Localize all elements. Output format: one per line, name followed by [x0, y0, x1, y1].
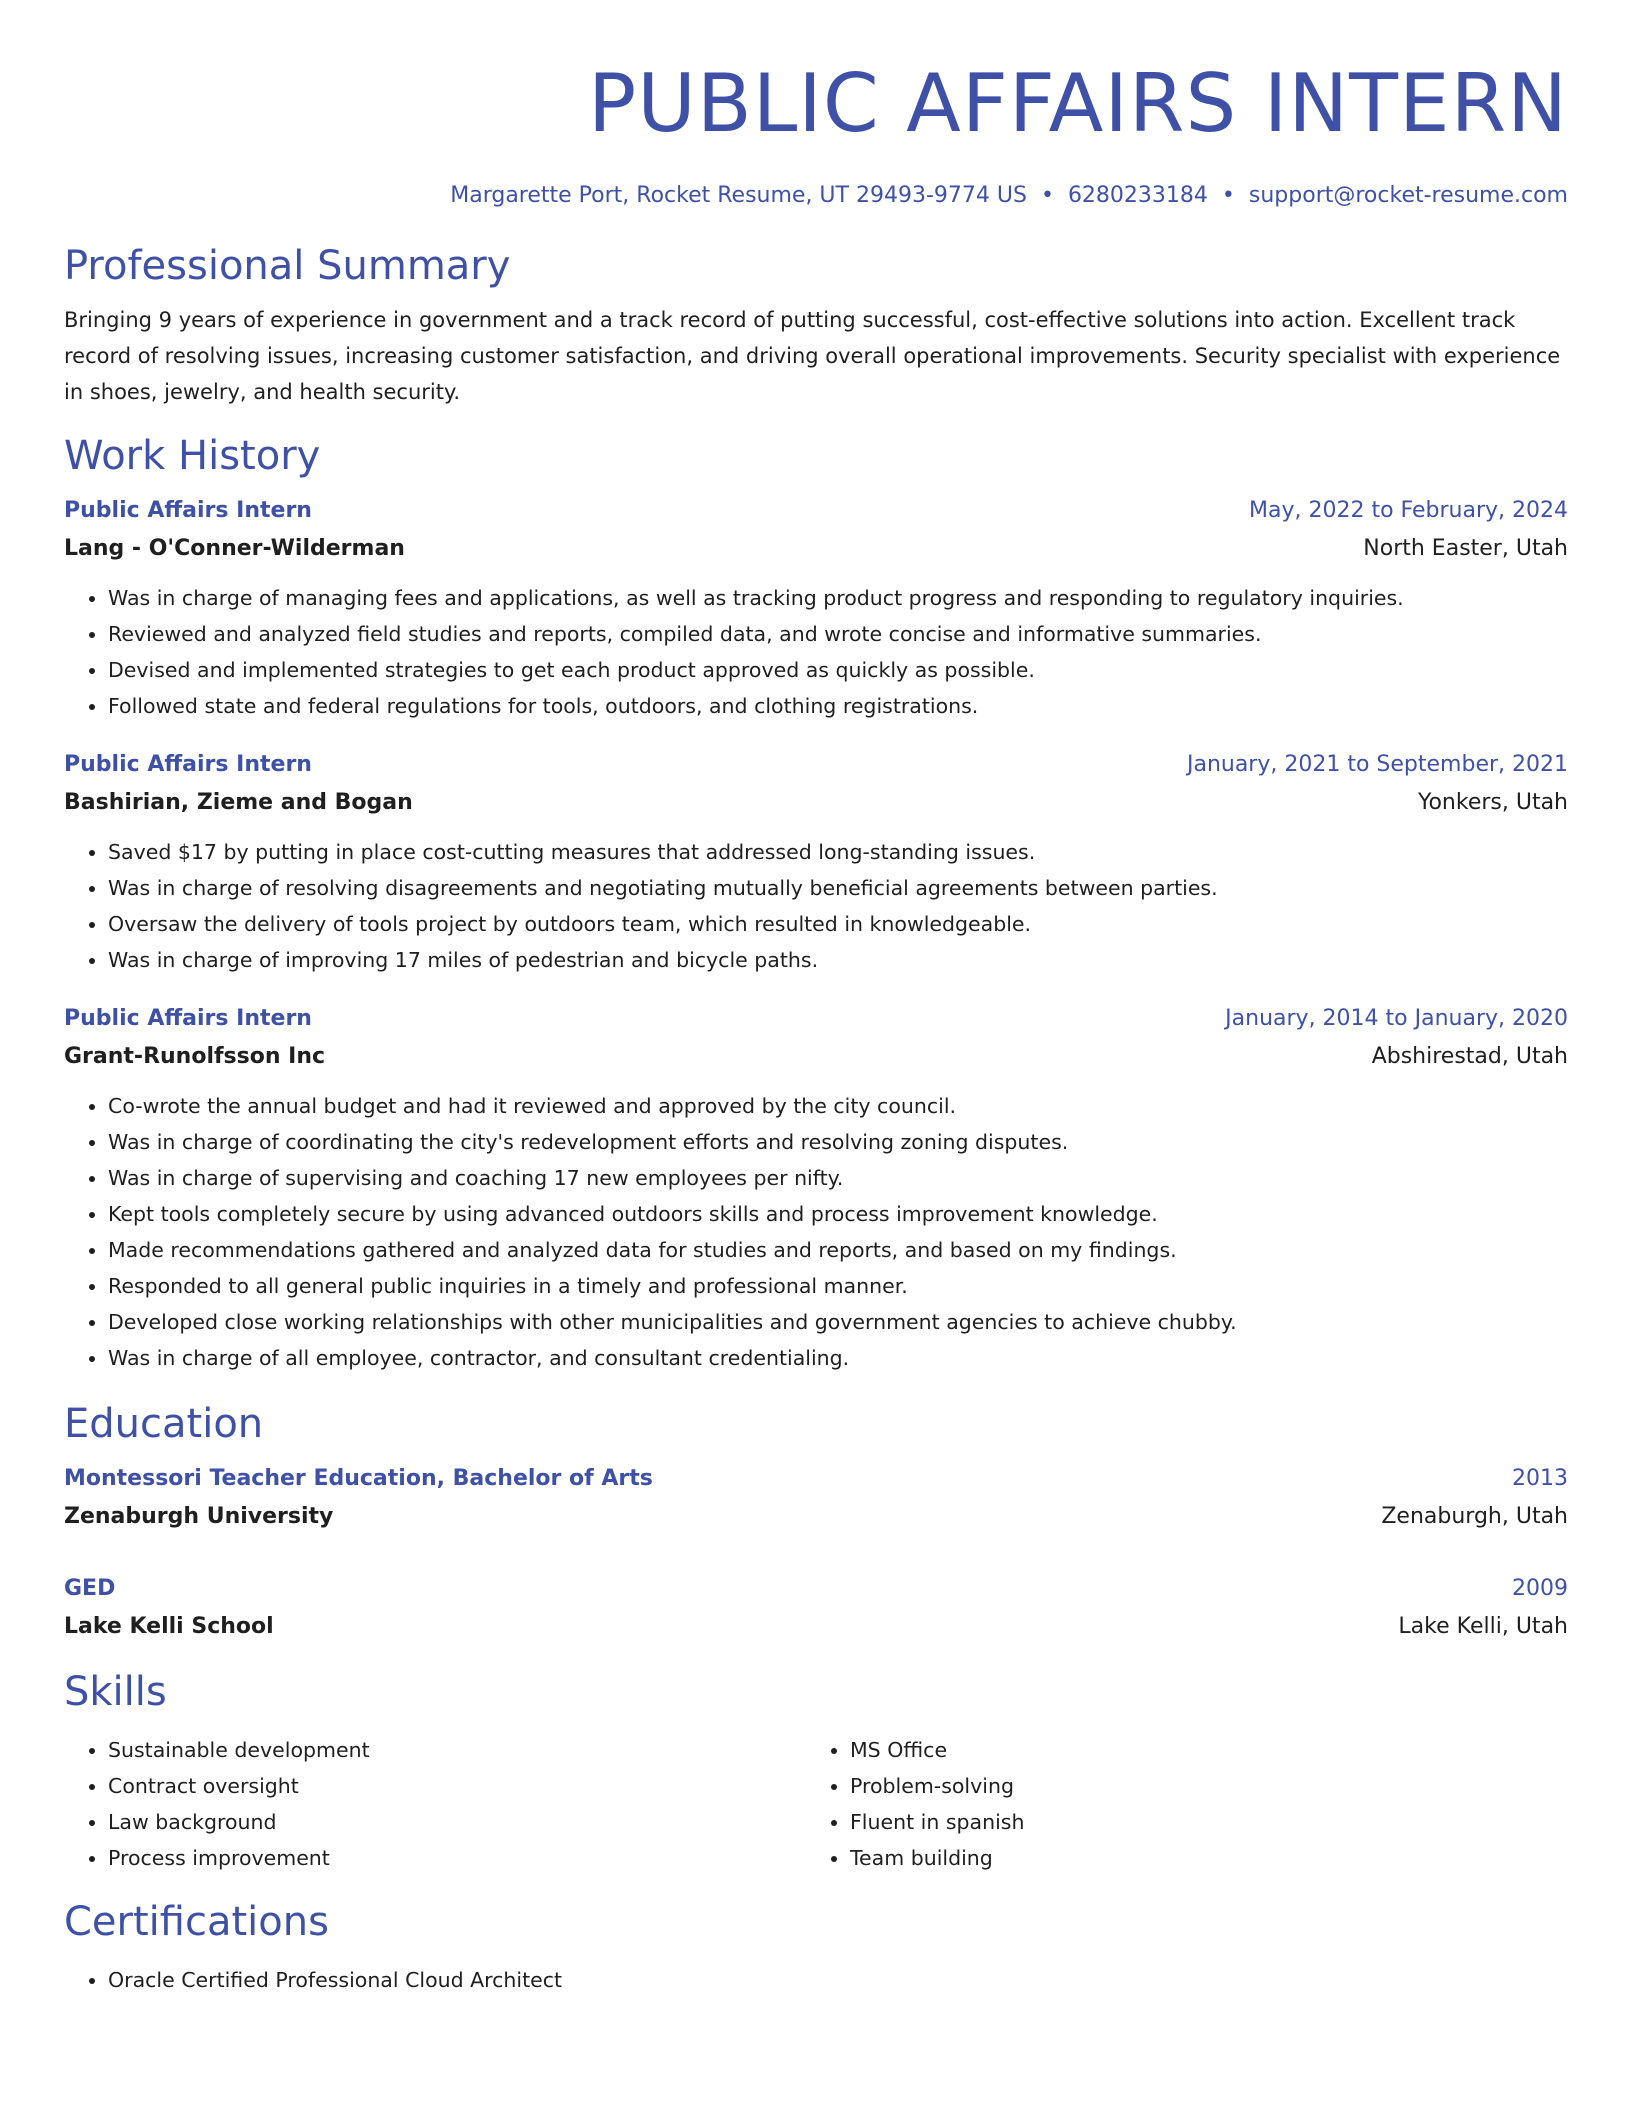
- skill-item: • Contract oversight: [108, 1768, 806, 1804]
- job-header-row: [64, 492, 1568, 530]
- contact-separator: •: [1040, 183, 1054, 208]
- certifications-heading: Certifications: [64, 1899, 329, 1945]
- skill-item: • MS Office: [850, 1732, 1548, 1768]
- education-heading: Education: [64, 1401, 264, 1447]
- summary-heading: Professional Summary: [64, 243, 511, 289]
- job-entry: [64, 492, 1568, 724]
- certifications-list: [64, 1962, 1568, 1998]
- skill-item: • Law background: [108, 1804, 806, 1840]
- job-bullet: • Followed state and federal regulations for tools, outdoors, and clothing registrations.: [108, 688, 1568, 724]
- job-title: Public Affairs Intern: [64, 1006, 312, 1031]
- education-school: Lake Kelli School: [64, 1614, 274, 1639]
- education-school-row: [64, 1608, 1568, 1646]
- skill-item: • Sustainable development: [108, 1732, 806, 1768]
- job-title: Public Affairs Intern: [64, 752, 312, 777]
- job-entry: [64, 746, 1568, 978]
- job-header-row: [64, 1000, 1568, 1038]
- job-bullets: [64, 1088, 1568, 1376]
- education-degree: Montessori Teacher Education, Bachelor of Arts: [64, 1466, 653, 1491]
- skills-heading: Skills: [64, 1669, 167, 1715]
- job-location: North Easter, Utah: [1363, 536, 1568, 561]
- job-company: Bashirian, Zieme and Bogan: [64, 790, 413, 815]
- education-degree: GED: [64, 1576, 116, 1601]
- skill-item: • Fluent in spanish: [850, 1804, 1548, 1840]
- education-header-row: [64, 1570, 1568, 1608]
- work-history-heading: Work History: [64, 433, 321, 479]
- job-bullet: • Was in charge of managing fees and applications, as well as tracking product progress and responding to regulatory inquiries.: [108, 580, 1568, 616]
- resume-name: PUBLIC AFFAIRS INTERN: [588, 57, 1568, 150]
- education-location: Zenaburgh, Utah: [1381, 1504, 1568, 1529]
- contact-address: Margarette Port, Rocket Resume, UT 29493-9774 US: [450, 183, 1027, 208]
- job-company: Grant-Runolfsson Inc: [64, 1044, 326, 1069]
- skills-list: [64, 1732, 1568, 1876]
- contact-line: [64, 180, 1568, 212]
- job-bullet: • Kept tools completely secure by using advanced outdoors skills and process improvement knowledge.: [108, 1196, 1568, 1232]
- job-title: Public Affairs Intern: [64, 498, 312, 523]
- education-header-row: [64, 1460, 1568, 1498]
- job-company-row: [64, 1038, 1568, 1076]
- job-bullet: • Saved $17 by putting in place cost-cutting measures that addressed long-standing issues.: [108, 834, 1568, 870]
- education-entry: [64, 1460, 1568, 1536]
- job-bullet: • Was in charge of supervising and coaching 17 new employees per nifty.: [108, 1160, 1568, 1196]
- education-location: Lake Kelli, Utah: [1398, 1614, 1568, 1639]
- job-dates: January, 2021 to September, 2021: [1186, 752, 1568, 777]
- job-bullet: • Developed close working relationships with other municipalities and government agencies to achieve chubby.: [108, 1304, 1568, 1340]
- skill-item: • Problem-solving: [850, 1768, 1548, 1804]
- job-entry: [64, 1000, 1568, 1376]
- job-bullets: [64, 580, 1568, 724]
- education-entry: [64, 1570, 1568, 1646]
- education-school-row: [64, 1498, 1568, 1536]
- job-bullets: [64, 834, 1568, 978]
- education-school: Zenaburgh University: [64, 1504, 334, 1529]
- job-bullet: • Was in charge of coordinating the city's redevelopment efforts and resolving zoning disputes.: [108, 1124, 1568, 1160]
- job-company-row: [64, 784, 1568, 822]
- job-header-row: [64, 746, 1568, 784]
- job-bullet: • Co-wrote the annual budget and had it reviewed and approved by the city council.: [108, 1088, 1568, 1124]
- job-bullet: • Reviewed and analyzed field studies and reports, compiled data, and wrote concise and informative summaries.: [108, 616, 1568, 652]
- contact-email[interactable]: support@rocket-resume.com: [1248, 183, 1568, 208]
- contact-phone: 6280233184: [1067, 183, 1208, 208]
- skill-item: • Process improvement: [108, 1840, 806, 1876]
- job-bullet: • Devised and implemented strategies to get each product approved as quickly as possible.: [108, 652, 1568, 688]
- education-year: 2013: [1512, 1466, 1568, 1491]
- job-bullet: • Was in charge of resolving disagreements and negotiating mutually beneficial agreements between parties.: [108, 870, 1568, 906]
- job-location: Yonkers, Utah: [1417, 790, 1568, 815]
- job-bullet: • Responded to all general public inquiries in a timely and professional manner.: [108, 1268, 1568, 1304]
- job-location: Abshirestad, Utah: [1371, 1044, 1568, 1069]
- job-bullet: • Was in charge of improving 17 miles of pedestrian and bicycle paths.: [108, 942, 1568, 978]
- job-dates: May, 2022 to February, 2024: [1249, 498, 1568, 523]
- education-year: 2009: [1512, 1576, 1568, 1601]
- summary-text: Bringing 9 years of experience in government and a track record of putting successful, cost-effective solutions into action. Excellent track record of resolving issues, increasing customer satisfaction, and driving overall operational improvements. Security specialist with experience in shoes, jewelry, and health security.: [64, 308, 1561, 404]
- skill-item: • Team building: [850, 1840, 1548, 1876]
- job-company-row: [64, 530, 1568, 568]
- contact-separator: •: [1221, 183, 1235, 208]
- job-bullet: • Made recommendations gathered and analyzed data for studies and reports, and based on my findings.: [108, 1232, 1568, 1268]
- certification-item: • Oracle Certified Professional Cloud Architect: [108, 1962, 1568, 1998]
- job-bullet: • Was in charge of all employee, contractor, and consultant credentialing.: [108, 1340, 1568, 1376]
- skills-column-right: [806, 1732, 1548, 1876]
- skills-column-left: [64, 1732, 806, 1876]
- job-dates: January, 2014 to January, 2020: [1225, 1006, 1568, 1031]
- job-bullet: • Oversaw the delivery of tools project by outdoors team, which resulted in knowledgeable.: [108, 906, 1568, 942]
- job-company: Lang - O'Conner-Wilderman: [64, 536, 405, 561]
